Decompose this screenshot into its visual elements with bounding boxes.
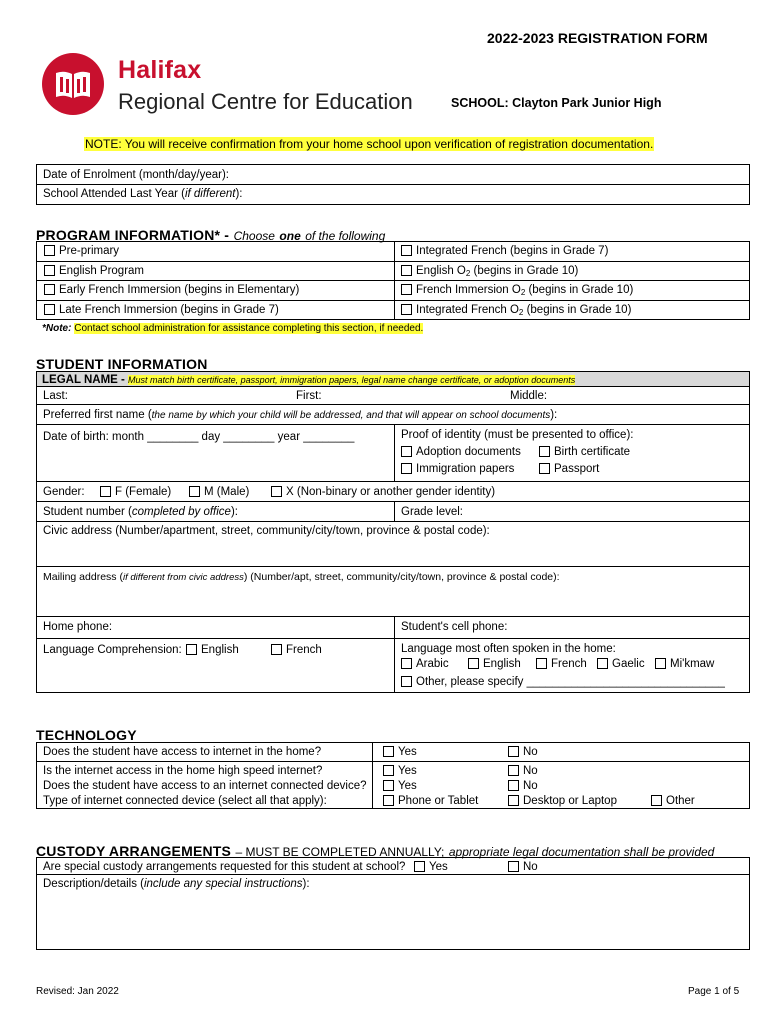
checkbox[interactable] xyxy=(539,446,550,457)
custody-desc-label: Description/details ( xyxy=(43,878,144,890)
option-label: Passport xyxy=(554,463,600,475)
school-last-year-text: School Attended Last Year ( xyxy=(43,188,185,200)
language-comprehension-label: Language Comprehension: xyxy=(43,644,182,656)
language-comp-french[interactable] xyxy=(271,643,322,657)
checkbox[interactable] xyxy=(401,304,412,315)
option-label: Early French Immersion (begins in Elementary) xyxy=(59,284,300,296)
option-label: F (Female) xyxy=(115,486,172,498)
option-label: M (Male) xyxy=(204,486,250,498)
school-label: SCHOOL: xyxy=(451,96,509,110)
cell-phone-field[interactable]: Student's cell phone: xyxy=(401,621,508,633)
language-comp-english[interactable] xyxy=(186,643,239,657)
program-choose: Choose xyxy=(233,229,275,243)
program-one: one xyxy=(279,229,301,243)
gender-male[interactable] xyxy=(189,485,249,499)
checkbox[interactable] xyxy=(44,265,55,276)
book-logo-icon xyxy=(42,53,104,115)
program-option-english[interactable] xyxy=(44,264,144,278)
option-label: No xyxy=(523,861,538,873)
school-name: Clayton Park Junior High xyxy=(512,96,662,110)
tech-q4-other[interactable] xyxy=(651,794,695,808)
first-name-field[interactable]: First: xyxy=(296,390,322,402)
checkbox[interactable] xyxy=(508,861,519,872)
preferred-name-field[interactable] xyxy=(43,408,557,423)
tech-q1-no[interactable] xyxy=(508,745,538,759)
checkbox[interactable] xyxy=(508,765,519,776)
preferred-end: ): xyxy=(550,409,558,421)
last-name-field[interactable]: Last: xyxy=(43,390,68,402)
logo xyxy=(42,53,104,115)
school-line xyxy=(451,96,661,110)
program-option-french-immersion-o2[interactable] xyxy=(401,283,633,300)
custody-no[interactable] xyxy=(508,860,538,874)
option-label: English xyxy=(201,644,239,656)
option-label: Yes xyxy=(398,765,417,777)
checkbox[interactable] xyxy=(44,245,55,256)
home-language-label: Language most often spoken in the home: xyxy=(401,643,616,655)
checkbox[interactable] xyxy=(468,658,479,669)
preferred-italic: the name by which your child will be addressed, and that will appear on school documents xyxy=(151,410,551,421)
grade-level-field[interactable]: Grade level: xyxy=(401,506,464,518)
checkbox[interactable] xyxy=(508,780,519,791)
student-number-label: Student number ( xyxy=(43,506,132,518)
option-label: Other, please specify _______________________________ xyxy=(416,676,725,688)
gender-label: Gender: xyxy=(43,486,85,498)
student-number-italic: completed by office xyxy=(131,506,231,518)
checkbox[interactable] xyxy=(271,486,282,497)
mailing-end: ) (Number/apt, street, community/city/town, province & postal code): xyxy=(243,571,560,583)
checkbox[interactable] xyxy=(414,861,425,872)
checkbox[interactable] xyxy=(401,284,412,295)
gender-female[interactable] xyxy=(100,485,171,499)
option-label: Integrated French (begins in Grade 7) xyxy=(416,245,609,257)
checkbox[interactable] xyxy=(383,795,394,806)
option-label: Integrated French O xyxy=(416,304,519,316)
gender-x[interactable] xyxy=(271,485,495,499)
option-label: No xyxy=(523,765,538,777)
program-option-pre-primary[interactable] xyxy=(44,244,119,258)
custody-desc-italic: include any special instructions xyxy=(143,878,303,890)
home-lang-french[interactable] xyxy=(536,657,587,671)
option-label: French xyxy=(286,644,322,656)
program-note-label: *Note: xyxy=(42,323,72,334)
custody-desc-end: ): xyxy=(302,878,310,890)
home-lang-english[interactable] xyxy=(468,657,521,671)
checkbox[interactable] xyxy=(597,658,608,669)
org-name-line2: Regional Centre for Education xyxy=(118,89,413,114)
checkbox[interactable] xyxy=(401,245,412,256)
option-label: Birth certificate xyxy=(554,446,631,458)
program-note-text: Contact school administration for assistance completing this section, if needed. xyxy=(74,323,424,334)
custody-title: CUSTODY ARRANGEMENTS xyxy=(36,843,232,859)
option-label: Gaelic xyxy=(612,658,645,670)
checkbox[interactable] xyxy=(401,463,412,474)
program-option-integrated-french[interactable] xyxy=(401,244,608,258)
tech-q1-yes[interactable] xyxy=(383,745,417,759)
checkbox[interactable] xyxy=(508,746,519,757)
option-label-end: (begins in Grade 10) xyxy=(470,265,579,277)
tech-q2-no[interactable] xyxy=(508,764,538,778)
program-note xyxy=(42,322,423,336)
form-title: 2022-2023 REGISTRATION FORM xyxy=(487,30,708,46)
date-of-birth-field[interactable]: Date of birth: month ________ day ________ year ________ xyxy=(43,431,355,443)
org-name-line1: Halifax xyxy=(118,56,202,84)
option-label: Late French Immersion (begins in Grade 7) xyxy=(59,304,279,316)
option-label: Arabic xyxy=(416,658,449,670)
tech-q3-yes[interactable] xyxy=(383,779,417,793)
tech-question-2: Is the internet access in the home high speed internet? xyxy=(43,765,323,777)
checkbox[interactable] xyxy=(651,795,662,806)
custody-yes[interactable] xyxy=(414,860,448,874)
option-label: Yes xyxy=(398,746,417,758)
option-label-end: (begins in Grade 10) xyxy=(523,304,632,316)
option-label-end: (begins in Grade 10) xyxy=(525,284,634,296)
program-option-early-french[interactable] xyxy=(44,283,299,297)
school-last-year-label[interactable] xyxy=(43,187,242,201)
option-label: Pre-primary xyxy=(59,245,120,257)
option-label: Mi'kmaw xyxy=(670,658,715,670)
program-option-integrated-french-o2[interactable] xyxy=(401,303,631,320)
page-number: Page 1 of 5 xyxy=(688,986,740,997)
school-last-year-end: ): xyxy=(235,188,243,200)
student-number-field[interactable] xyxy=(43,505,238,519)
technology-title: TECHNOLOGY xyxy=(36,727,137,743)
program-of-following: of the following xyxy=(305,229,386,243)
option-label: No xyxy=(523,780,538,792)
mailing-label: Mailing address ( xyxy=(43,571,123,583)
option-sub: 2 xyxy=(520,288,526,297)
checkbox[interactable] xyxy=(536,658,547,669)
option-label: Phone or Tablet xyxy=(398,795,479,807)
home-lang-arabic[interactable] xyxy=(401,657,449,671)
custody-title-rest: – MUST BE COMPLETED ANNUALLY; xyxy=(235,845,445,859)
civic-address-field[interactable]: Civic address (Number/apartment, street, community/city/town, province & postal code): xyxy=(43,525,490,537)
home-lang-other[interactable] xyxy=(401,675,725,689)
checkbox[interactable] xyxy=(401,446,412,457)
checkbox[interactable] xyxy=(186,644,197,655)
tech-q3-no[interactable] xyxy=(508,779,538,793)
checkbox[interactable] xyxy=(508,795,519,806)
tech-q2-yes[interactable] xyxy=(383,764,417,778)
tech-question-3: Does the student have access to an internet connected device? xyxy=(43,780,367,792)
legal-name-label: LEGAL NAME - xyxy=(42,374,125,386)
option-label: Yes xyxy=(398,780,417,792)
option-label: X (Non-binary or another gender identity) xyxy=(286,486,496,498)
checkbox[interactable] xyxy=(655,658,666,669)
home-lang-mikmaw[interactable] xyxy=(655,657,714,671)
mailing-address-field[interactable] xyxy=(43,570,560,585)
proof-of-identity-label: Proof of identity (must be presented to office): xyxy=(401,429,634,441)
checkbox[interactable] xyxy=(383,780,394,791)
option-label: Adoption documents xyxy=(416,446,521,458)
checkbox[interactable] xyxy=(401,676,412,687)
home-lang-gaelic[interactable] xyxy=(597,657,645,671)
option-label: No xyxy=(523,746,538,758)
home-phone-field[interactable]: Home phone: xyxy=(43,621,113,633)
proof-adoption[interactable] xyxy=(401,445,521,459)
checkbox[interactable] xyxy=(401,265,412,276)
tech-question-1: Does the student have access to internet in the home? xyxy=(43,746,322,758)
option-label: English O xyxy=(416,265,466,277)
checkbox[interactable] xyxy=(189,486,200,497)
custody-description-field[interactable] xyxy=(43,877,310,891)
program-option-english-o2[interactable] xyxy=(401,264,578,281)
legal-name-header xyxy=(42,373,575,387)
proof-immigration[interactable] xyxy=(401,462,514,476)
revised-date: Revised: Jan 2022 xyxy=(36,986,119,997)
checkbox[interactable] xyxy=(539,463,550,474)
checkbox[interactable] xyxy=(271,644,282,655)
preferred-label: Preferred first name ( xyxy=(43,409,152,421)
option-label: Desktop or Laptop xyxy=(523,795,617,807)
enrolment-date-label[interactable]: Date of Enrolment (month/day/year): xyxy=(43,169,229,181)
checkbox[interactable] xyxy=(100,486,111,497)
tech-q4-desktop[interactable] xyxy=(508,794,617,808)
registration-note: NOTE: You will receive confirmation from your home school upon verification of registration documentation. xyxy=(85,137,654,151)
student-number-end: ): xyxy=(230,506,238,518)
program-title: PROGRAM INFORMATION* - xyxy=(36,227,230,243)
legal-name-note: Must match birth certificate, passport, immigration papers, legal name change certificate, or adoption documents xyxy=(128,375,576,385)
option-label: English xyxy=(483,658,521,670)
custody-question: Are special custody arrangements requested for this student at school? xyxy=(43,861,406,873)
checkbox[interactable] xyxy=(44,304,55,315)
school-last-year-italic: if different xyxy=(184,188,236,200)
option-label: French xyxy=(551,658,587,670)
option-label: Immigration papers xyxy=(416,463,515,475)
tech-q4-phone[interactable] xyxy=(383,794,478,808)
option-sub: 2 xyxy=(465,269,471,278)
checkbox[interactable] xyxy=(44,284,55,295)
program-option-late-french[interactable] xyxy=(44,303,279,317)
option-label: Other xyxy=(666,795,695,807)
mailing-italic: if different from civic address xyxy=(122,572,244,583)
option-label: French Immersion O xyxy=(416,284,521,296)
custody-title-italic: appropriate legal documentation shall be provided xyxy=(448,845,715,859)
proof-birth-certificate[interactable] xyxy=(539,445,630,459)
checkbox[interactable] xyxy=(383,765,394,776)
checkbox[interactable] xyxy=(383,746,394,757)
proof-passport[interactable] xyxy=(539,462,599,476)
middle-name-field[interactable]: Middle: xyxy=(510,390,548,402)
option-label: Yes xyxy=(429,861,448,873)
option-sub: 2 xyxy=(518,308,524,317)
checkbox[interactable] xyxy=(401,658,412,669)
tech-question-4: Type of internet connected device (select all that apply): xyxy=(43,795,327,807)
option-label: English Program xyxy=(59,265,145,277)
student-title: STUDENT INFORMATION xyxy=(36,356,208,372)
